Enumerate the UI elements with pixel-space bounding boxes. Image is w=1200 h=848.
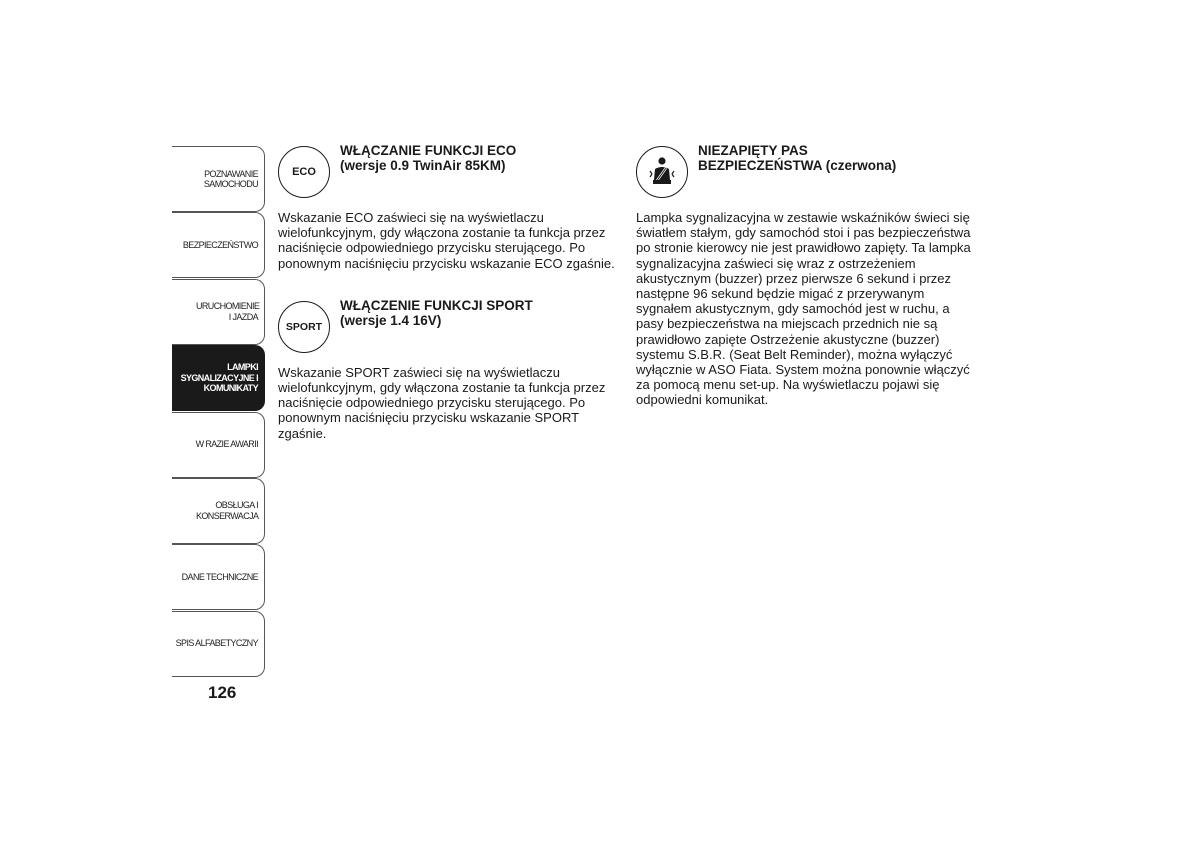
tab-w-razie-awarii[interactable] [172,412,265,478]
sport-heading-line1: WŁĄCZENIE FUNKCJI SPORT [340,297,533,313]
seatbelt-heading-line2: BEZPIECZEŃSTWA (czerwona) [698,158,897,173]
sport-body-text: Wskazanie SPORT zaświeci się na wyświetlaczu wielofunkcyjnym, gdy włączona zostanie ta funkcja przez naciśnięcie odpowiedniego przycisku sterującego. Po ponownym naciśnięciu przycisku wskazanie SPORT zgaśnie. [278,364,606,441]
sport-badge-icon: SPORT [278,301,330,353]
eco-section-header [278,138,618,202]
tab-label: SPIS ALFABETYCZNY [175,638,258,649]
sport-section-header [278,293,618,357]
seatbelt-heading-line1: NIEZAPIĘTY PAS [698,143,808,158]
chapter-tabs [172,146,265,677]
eco-heading-line2: (wersje 0.9 TwinAir 85KM) [340,158,506,173]
right-column [636,138,971,408]
tab-label: URUCHOMIENIE I JAZDA [196,301,260,322]
tab-spis-alfabetyczny[interactable] [172,611,265,677]
seatbelt-heading [698,143,978,173]
tab-obsluga-i-konserwacja[interactable] [172,478,265,544]
sport-heading-line2: (wersje 1.4 16V) [340,312,442,328]
eco-heading [340,143,620,173]
tab-label: DANE TECHNICZNE [181,572,258,583]
tab-label: OBSŁUGA I KONSERWACJA [196,500,259,521]
eco-badge-icon: ECO [278,146,330,198]
eco-heading-line1: WŁĄCZANIE FUNKCJI ECO [340,143,517,158]
left-column [278,138,618,441]
seatbelt-warning-icon [636,146,688,198]
eco-body-text: Wskazanie ECO zaświeci się na wyświetlaczu wielofunkcyjnym, gdy włączona zostanie ta funkcja przez naciśnięcie odpowiedniego przycisku sterującego. Po ponownym naciśnięciu przycisku wskazanie ECO zgaśnie. [278,210,615,271]
tab-uruchomienie-i-jazda[interactable] [172,279,265,345]
seatbelt-section-header [636,138,971,202]
eco-section [278,138,618,271]
seatbelt-person-icon [644,154,680,190]
tab-lampki-sygnalizacyjne[interactable] [172,345,265,411]
sport-heading [340,298,620,328]
tab-label: W RAZIE AWARII [195,439,258,450]
seatbelt-body-text: Lampka sygnalizacyjna w zestawie wskaźników świeci się światłem stałym, gdy samochód stoi i pas bezpieczeństwa po stronie kierowcy nie jest prawidłowo zapięty. Ta lampka sygnalizacyjna zaświeci się wraz z ostrzeżeniem akustycznym (buzzer) przez pierwsze 6 sekund i przez następne 96 sekund będzie migać z przerywanym sygnałem akustycznym, gdy samochód jest w ruchu, a pasy bezpieczeństwa na miejscach przednich nie są prawidłowo zapięte Ostrzeżenie akustyczne (buzzer) systemu S.B.R. (Seat Belt Reminder), można wyłączyć wyłącznie w ASO Fiata. System można ponownie włączyć za pomocą menu set-up. Na wyświetlaczu pojawi się odpowiedni komunikat. [636,210,971,408]
tab-bezpieczenstwo[interactable] [172,212,265,278]
tab-label: POZNAWANIE SAMOCHODU [203,168,258,189]
sport-section [278,293,618,441]
tab-dane-techniczne[interactable] [172,544,265,610]
tab-label: BEZPIECZEŃSTWO [182,240,258,251]
page-number: 126 [208,683,237,702]
tab-poznawanie-samochodu[interactable] [172,146,265,212]
tab-label: LAMPKI SYGNALIZACYJNE I KOMUNIKATY [180,362,258,394]
